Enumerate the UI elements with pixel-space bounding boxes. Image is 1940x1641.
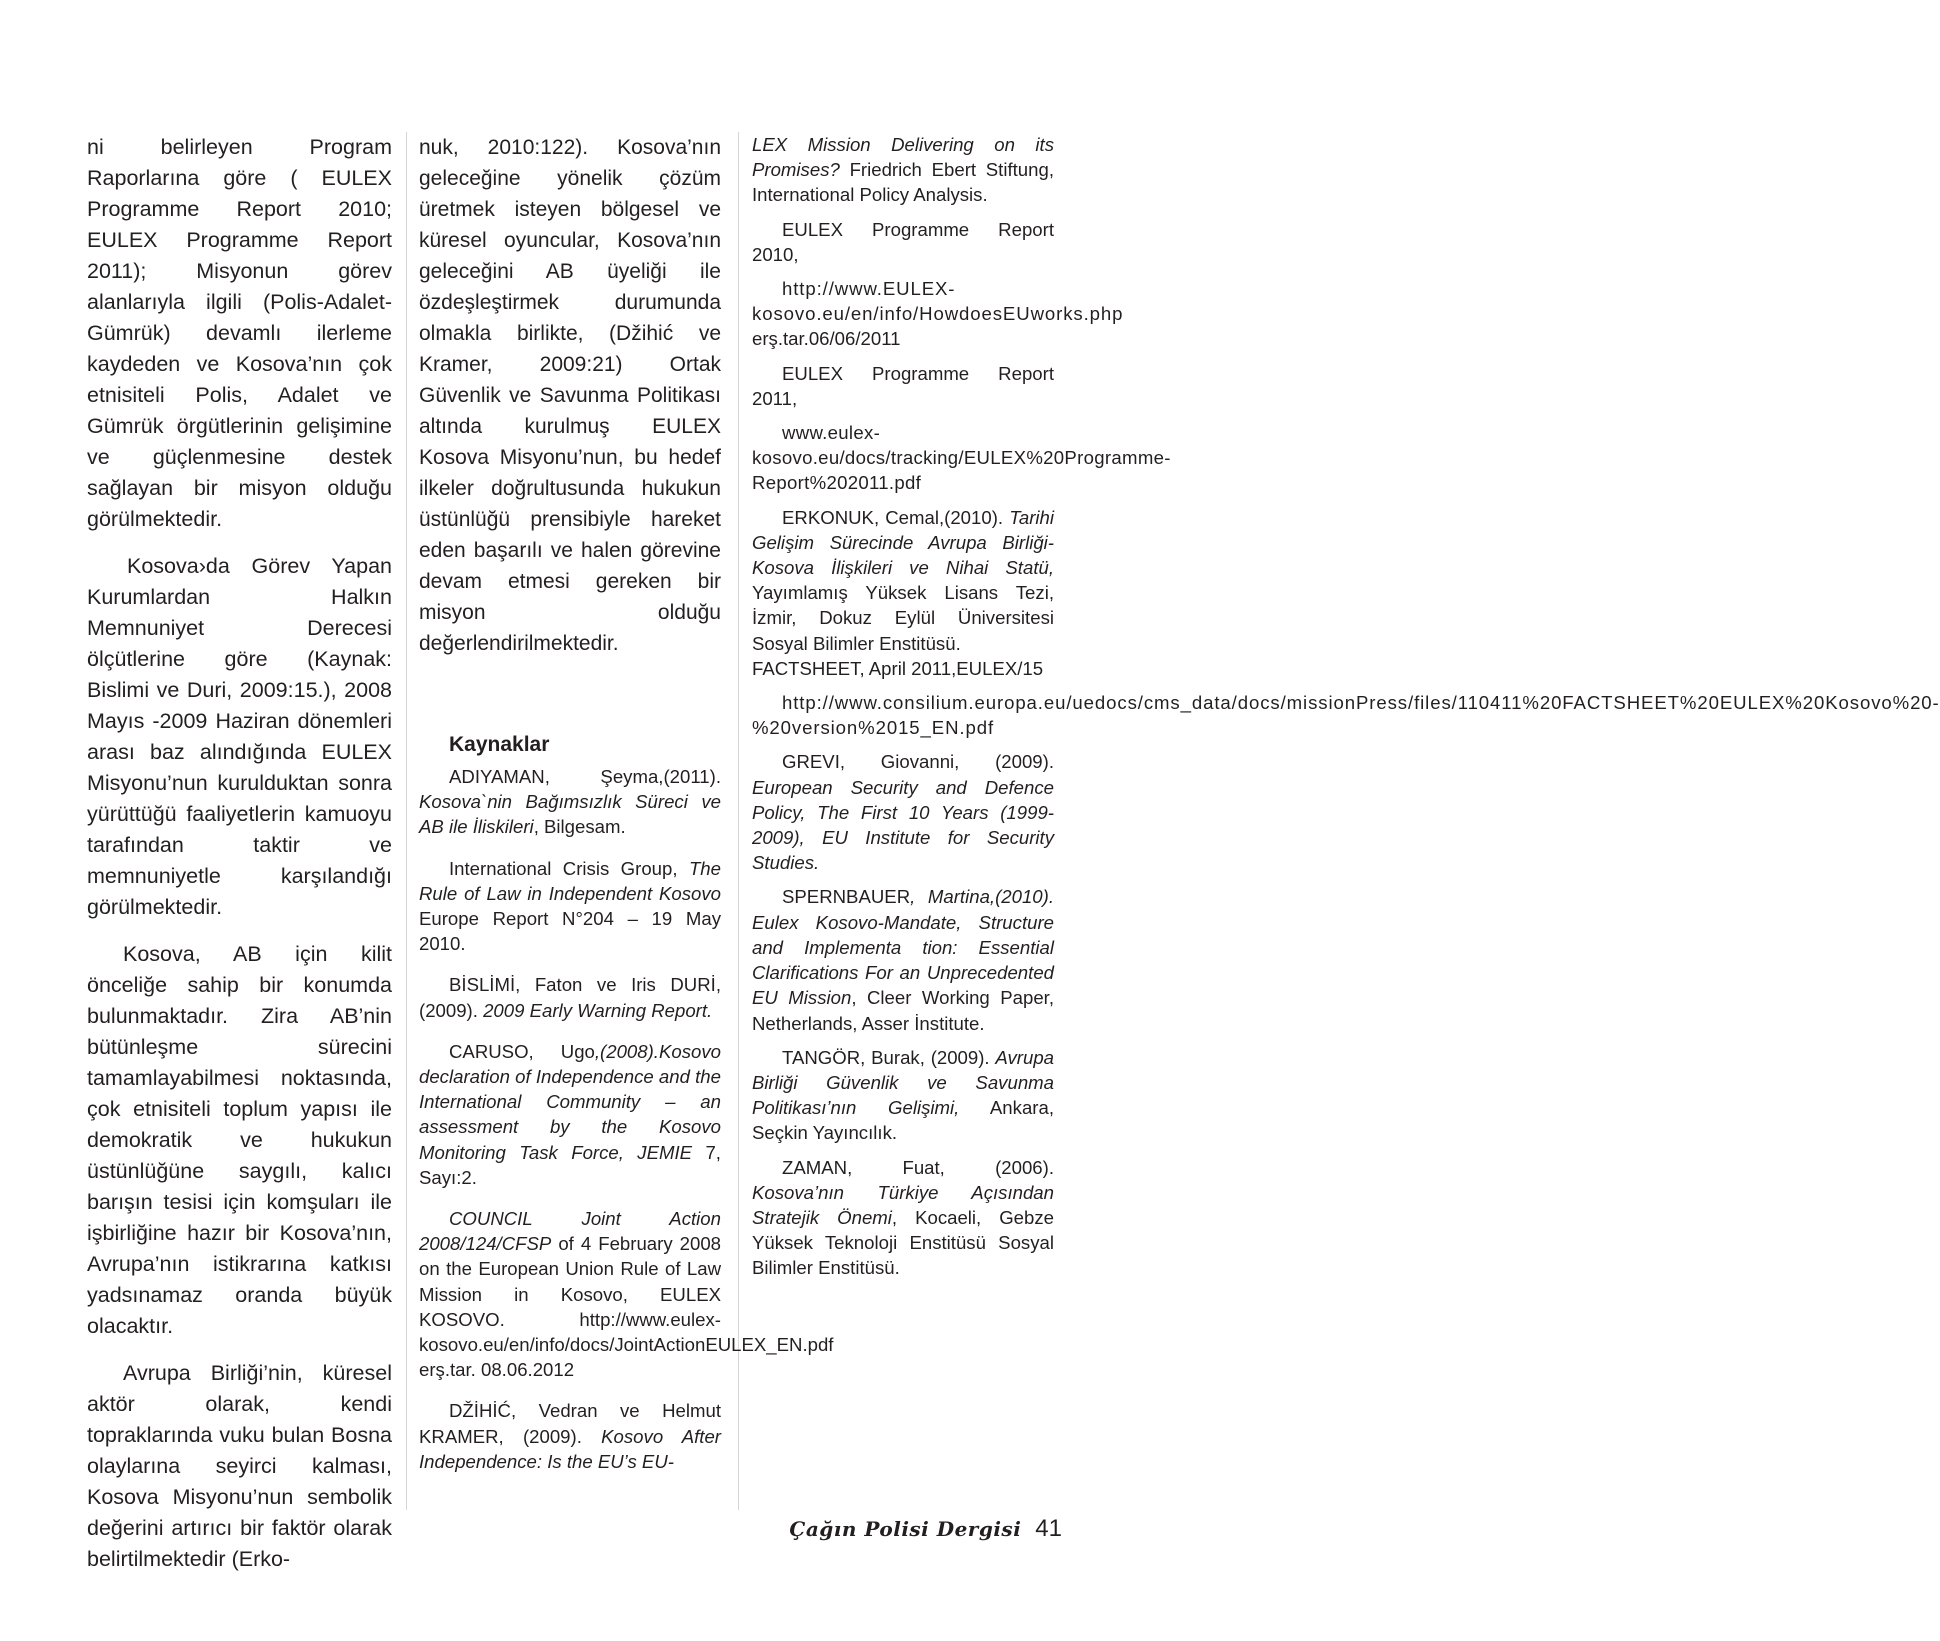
body-paragraph: Kosova›da Görev Yapan Kurumlardan Halkın Memnuniyet Derecesi ölçütlerine göre (Kaynak: Bislimi ve Duri, 2009:15.), 2008 Mayıs -2009 Haziran dönemleri arası baz alındığında EULEX Misyonu’nun kurulduktan sonra yürüttüğü faaliyetlerin kamuoyu tarafından taktir ve memnuniyetle karşılandığı görülmektedir. [87,554,392,919]
reference-entry: ERKONUK, Cemal,(2010). Tarihi Gelişim Sürecinde Avrupa Birliği-Kosova İlişkileri ve Nihai Statü, Yayımlamış Yüksek Lisans Tezi, İzmir, Dokuz Eylül Üniversitesi Sosyal Bilimler Enstitüsü. [752,506,1054,654]
reference-entry-continued: LEX Mission Delivering on its Promises? Friedrich Ebert Stiftung, International Policy Analysis. [752,134,1054,206]
reference-entry: CARUSO, Ugo,(2008).Kosovo declaration of Independence and the International Community – an assessment by the Kosovo Monitoring Task Force, JEMIE 7, Sayı:2. [419,1040,721,1188]
page-number: 41 [1035,1515,1062,1542]
reference-entry: GREVI, Giovanni, (2009). European Security and Defence Policy, The First 10 Years (1999-2009), EU Institute for Security Studies. [752,751,1054,874]
body-paragraph: Avrupa Birliği’nin, küresel aktör olarak, kendi topraklarında vuku bulan Bosna olaylarına seyirci kalması, Kosova Misyonu’nun sembolik değerini artırıcı bir faktör olarak belirtilmektedir (Erko- [87,1361,392,1571]
reference-entry: ADIYAMAN, Şeyma,(2011). Kosova`nin Bağımsızlık Süreci ve AB ile İliskileri, Bilgesam. [419,766,721,838]
journal-title: Çağın Polisi Dergisi [789,1517,1022,1541]
text-column-1 [87,132,392,1575]
column-divider [738,132,739,1510]
page-footer [789,1515,1062,1543]
text-column-2 [419,132,834,1474]
references-list [419,764,834,1474]
references-heading: Kaynaklar [449,733,550,756]
body-paragraph: Kosova, AB için kilit önceliğe sahip bir konumda bulunmaktadır. Zira AB’nin bütünleşme sürecini tamamlayabilmesi noktasında, çok etnisiteli toplum yapısı ile demokratik ve hukukun üstünlüğüne saygılı, kalıcı barışın tesisi için komşuları ile işbirliğine hazır bir Kosova’nın, Avrupa’nın istikrarına katkısı yadsınamaz oranda büyük olacaktır. [87,942,392,1338]
reference-entry: SPERNBAUER, Martina,(2010). Eulex Kosovo-Mandate, Structure and Implementa tion: Essential Clarifications For an Unprecedented EU Mission, Cleer Working Paper, Netherlands, Asser İnstitute. [752,886,1054,1034]
reference-entry: TANGÖR, Burak, (2009). Avrupa Birliği Güvenlik ve Savunma Politikası’nın Gelişimi, Ankara, Seçkin Yayıncılık. [752,1046,1054,1144]
reference-entry: DŽİHİĆ, Vedran ve Helmut KRAMER, (2009). Kosovo After Independence: Is the EU’s EU- [419,1400,721,1472]
reference-entry: International Crisis Group, The Rule of Law in Independent Kosovo Europe Report N°204 – 19 May 2010. [419,857,721,955]
reference-entry: ZAMAN, Fuat, (2006). Kosova’nın Türkiye Açısından Stratejik Önemi, Kocaeli, Gebze Yüksek Teknoloji Enstitüsü Sosyal Bilimler Enstitüsü. [752,1156,1054,1279]
reference-entry: COUNCIL Joint Action 2008/124/CFSP of 4 February 2008 on the European Union Rule of Law Mission in Kosovo, EULEX KOSOVO. http://www.eulex-kosovo.eu/en/info/docs/JointActionEULEX_EN.pdf erş.tar. 08.06.2012 [419,1208,834,1381]
text-column-3 [752,132,1940,1290]
reference-url: http://www.consilium.europa.eu/uedocs/cms_data/docs/missionPress/files/110411%20FACTSHEET%20EULEX%20Kosovo%20-%20version%2015_EN.pdf [752,692,1940,739]
reference-url: http://www.EULEX-kosovo.eu/en/info/HowdoesEUworks.php erş.tar.06/06/2011 [752,278,1124,350]
reference-url: www.eulex-kosovo.eu/docs/tracking/EULEX%20Programme-Report%202011.pdf [752,422,1171,494]
reference-entry: EULEX Programme Report 2011, [752,362,1054,409]
body-paragraph: ni belirleyen Program Raporlarına göre ( EULEX Programme Report 2010; EULEX Programme Report 2011); Misyonun görev alanlarıyla ilgili (Polis-Adalet-Gümrük) devamlı ilerleme kaydeden ve Kosova’nın çok etnisiteli Polis, Adalet ve Gümrük örgütlerinin gelişimine ve güçlenmesine destek sağlayan bir misyon olduğu görülmektedir. [87,135,392,531]
reference-entry: FACTSHEET, April 2011,EULEX/15 [752,657,1044,679]
reference-entry: BİSLİMİ, Faton ve Iris DURİ,(2009). 2009 Early Warning Report. [419,974,721,1021]
reference-entry: EULEX Programme Report 2010, [752,218,1054,265]
column-divider [406,132,407,1510]
body-paragraph: nuk, 2010:122). Kosova’nın geleceğine yönelik çözüm üretmek isteyen bölgesel ve küresel oyuncular, Kosova’nın geleceğini AB üyeliği ile özdeşleştirmek durumunda olmakla birlikte, (Džihić ve Kramer, 2009:21) Ortak Güvenlik ve Savunma Politikası altında kurulmuş EULEX Kosova Misyonu’nun, bu hedef ilkeler doğrultusunda hukukun üstünlüğü prensibiyle hareket eden başarılı ve halen görevine devam etmesi gereken bir misyon olduğu değerlendirilmektedir. [419,136,721,655]
